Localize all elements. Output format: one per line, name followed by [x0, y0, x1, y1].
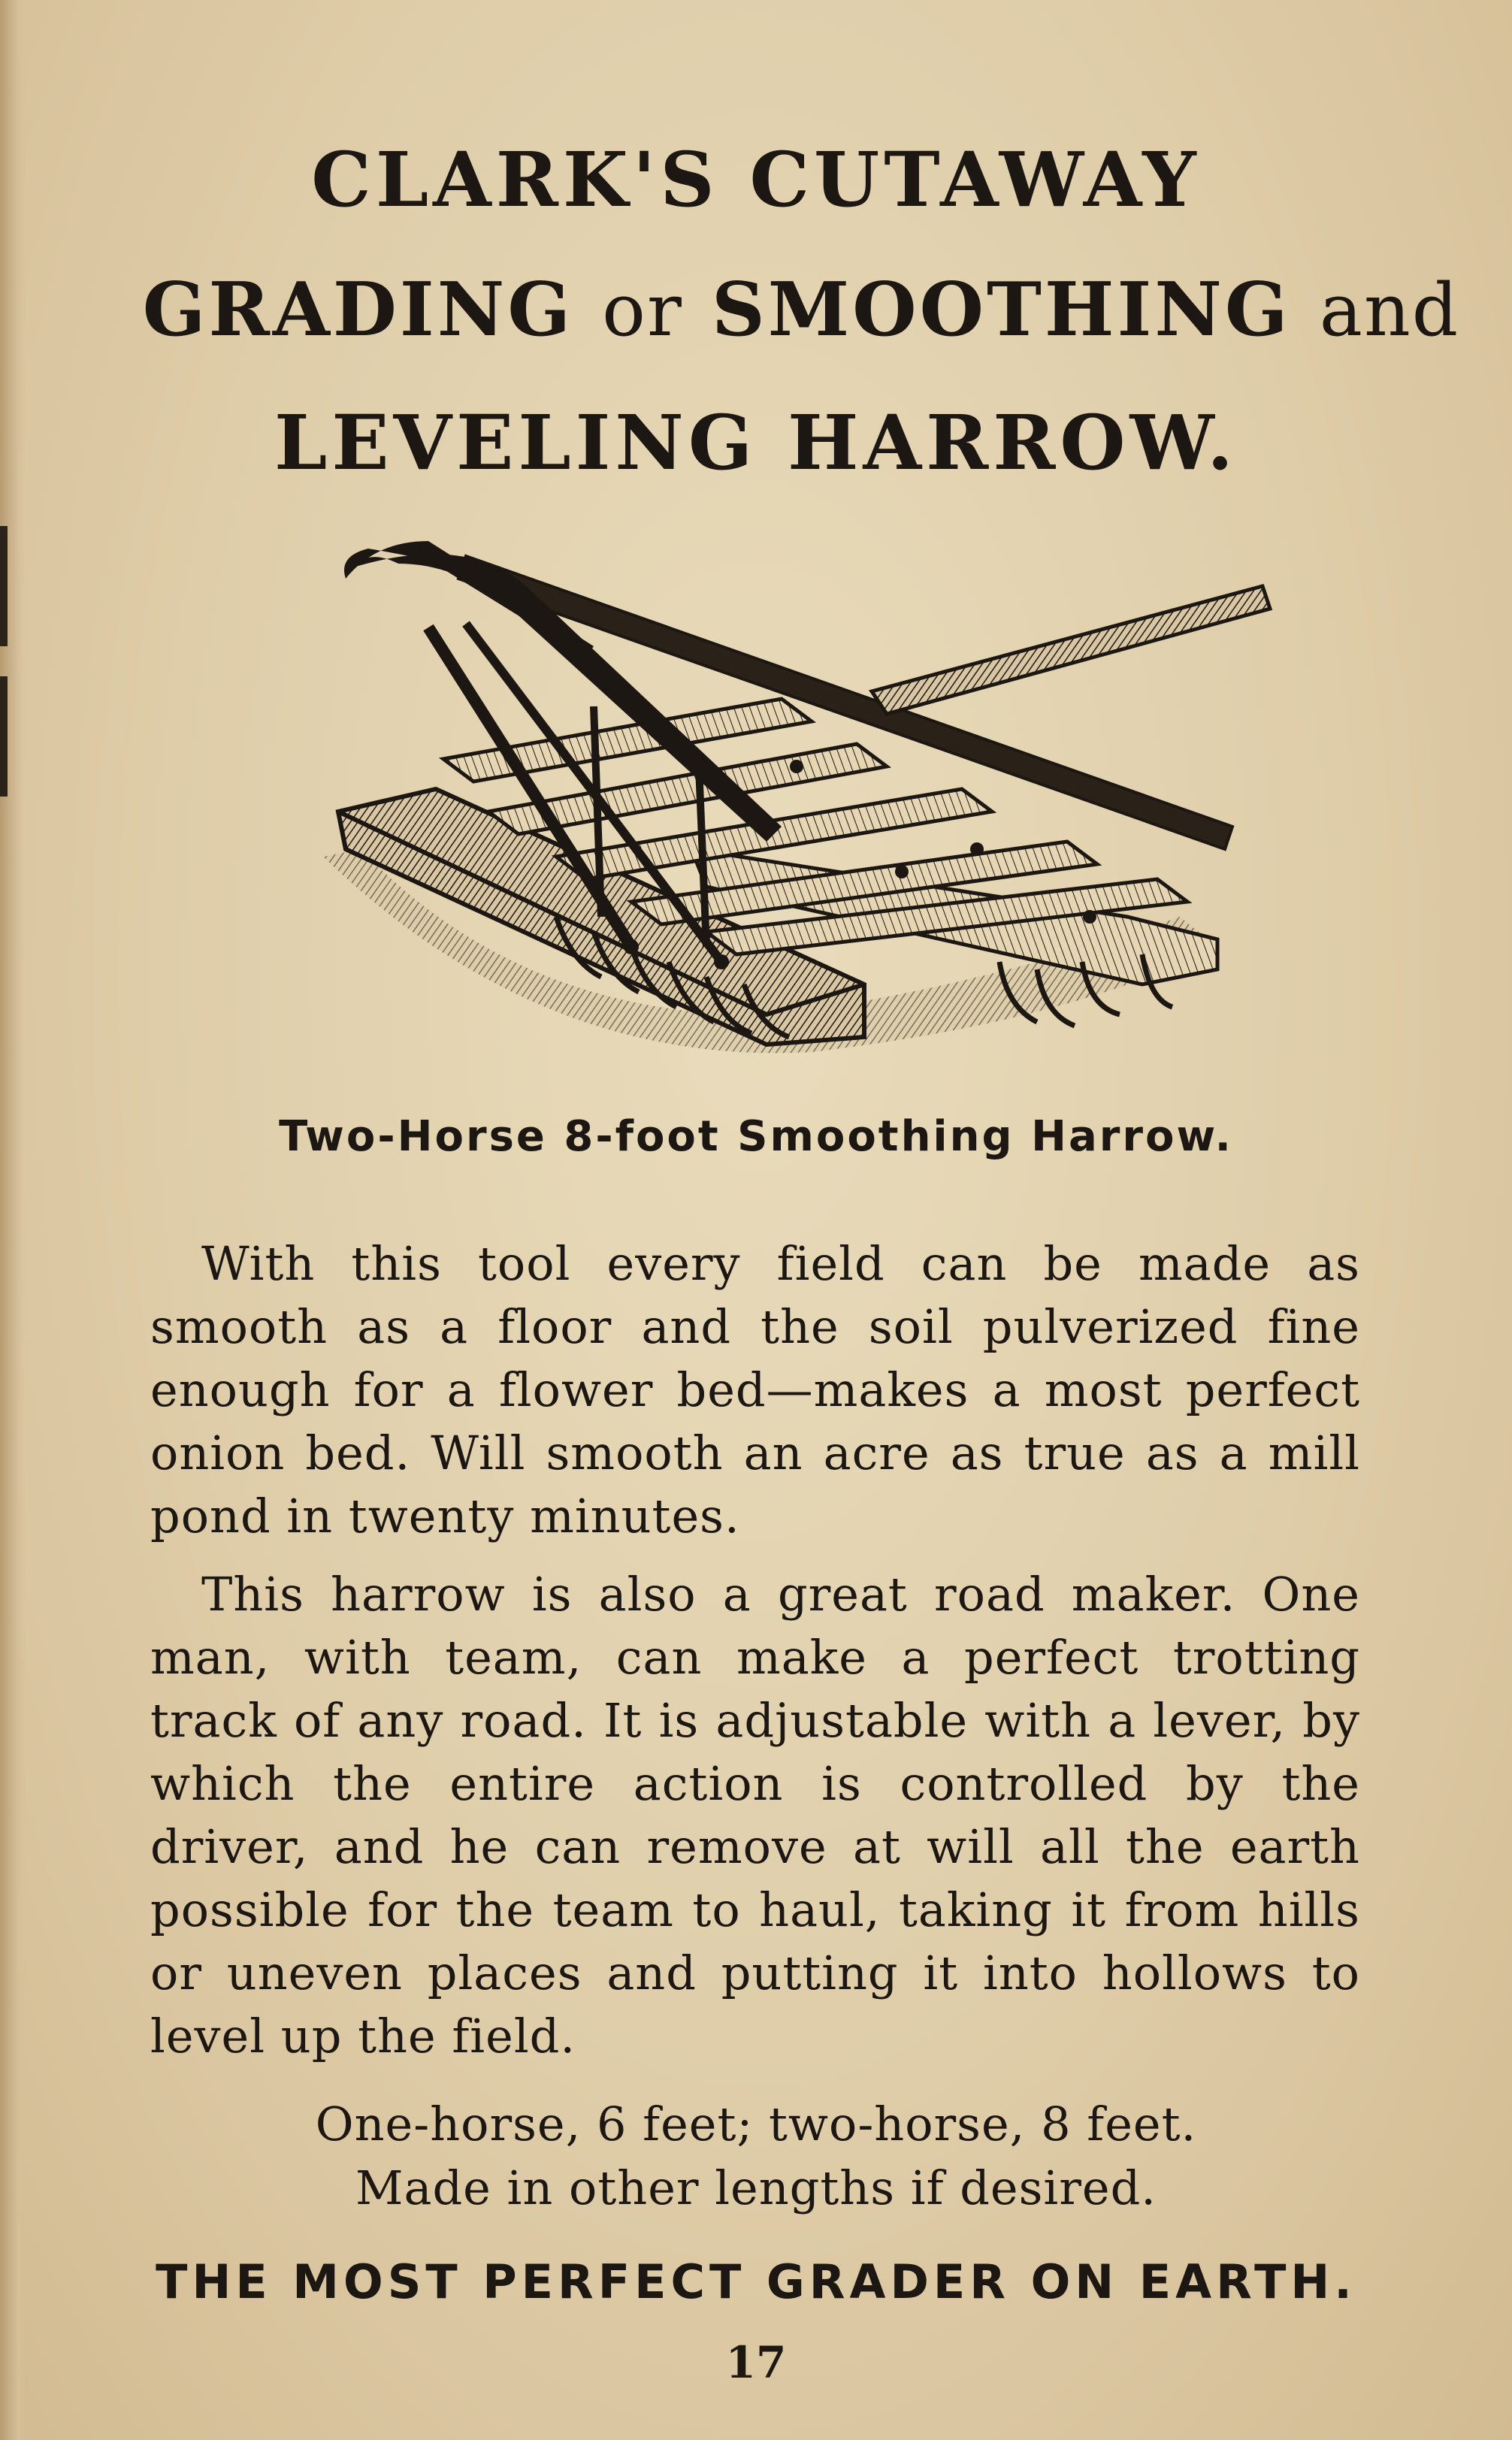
paragraph-2 — [150, 1563, 1360, 2068]
spec-line-1: One-horse, 6 feet; two-horse, 8 feet. — [315, 2097, 1197, 2151]
tagline: THE MOST PERFECT GRADER ON EARTH. — [156, 2254, 1356, 2309]
title-word-and: and — [1319, 268, 1460, 352]
title-word-or: or — [602, 268, 683, 352]
title-word-smoothing: SMOOTHING — [711, 267, 1291, 353]
paragraph-1-text: With this tool every field can be made as smooth as a floor and the soil pulverized fine enough for a flower bed—makes a most perfect onion bed. Will smooth an acre as true as a mill pond in twenty minutes. — [150, 1236, 1360, 1544]
title-line-2 — [45, 267, 1512, 353]
title-line-3: LEVELING HARROW. — [274, 398, 1238, 487]
title-line-1: CLARK'S CUTAWAY — [311, 135, 1201, 224]
paragraph-1 — [150, 1232, 1360, 1548]
illustration-caption: Two-Horse 8-foot Smoothing Harrow. — [279, 1112, 1233, 1161]
page-number: 17 — [725, 2337, 787, 2388]
draw-bar — [872, 586, 1270, 714]
title-word-grading: GRADING — [142, 267, 574, 353]
paragraph-2-text: This harrow is also a great road maker. One man, with team, can make a perfect trotting track of any road. It is adjustable with a lever, by which the entire action is controlled by the driver, and he can remove at will all the earth possible for the team to haul, taking it from hills or uneven places and putting it into hollows to level up the field. — [150, 1567, 1360, 2064]
spec-line-2: Made in other lengths if desired. — [355, 2160, 1157, 2215]
binding-mark — [0, 676, 8, 797]
binding-mark — [0, 526, 8, 646]
book-spine-shadow — [0, 0, 26, 2440]
smoothing-harrow-illustration — [240, 496, 1293, 1097]
